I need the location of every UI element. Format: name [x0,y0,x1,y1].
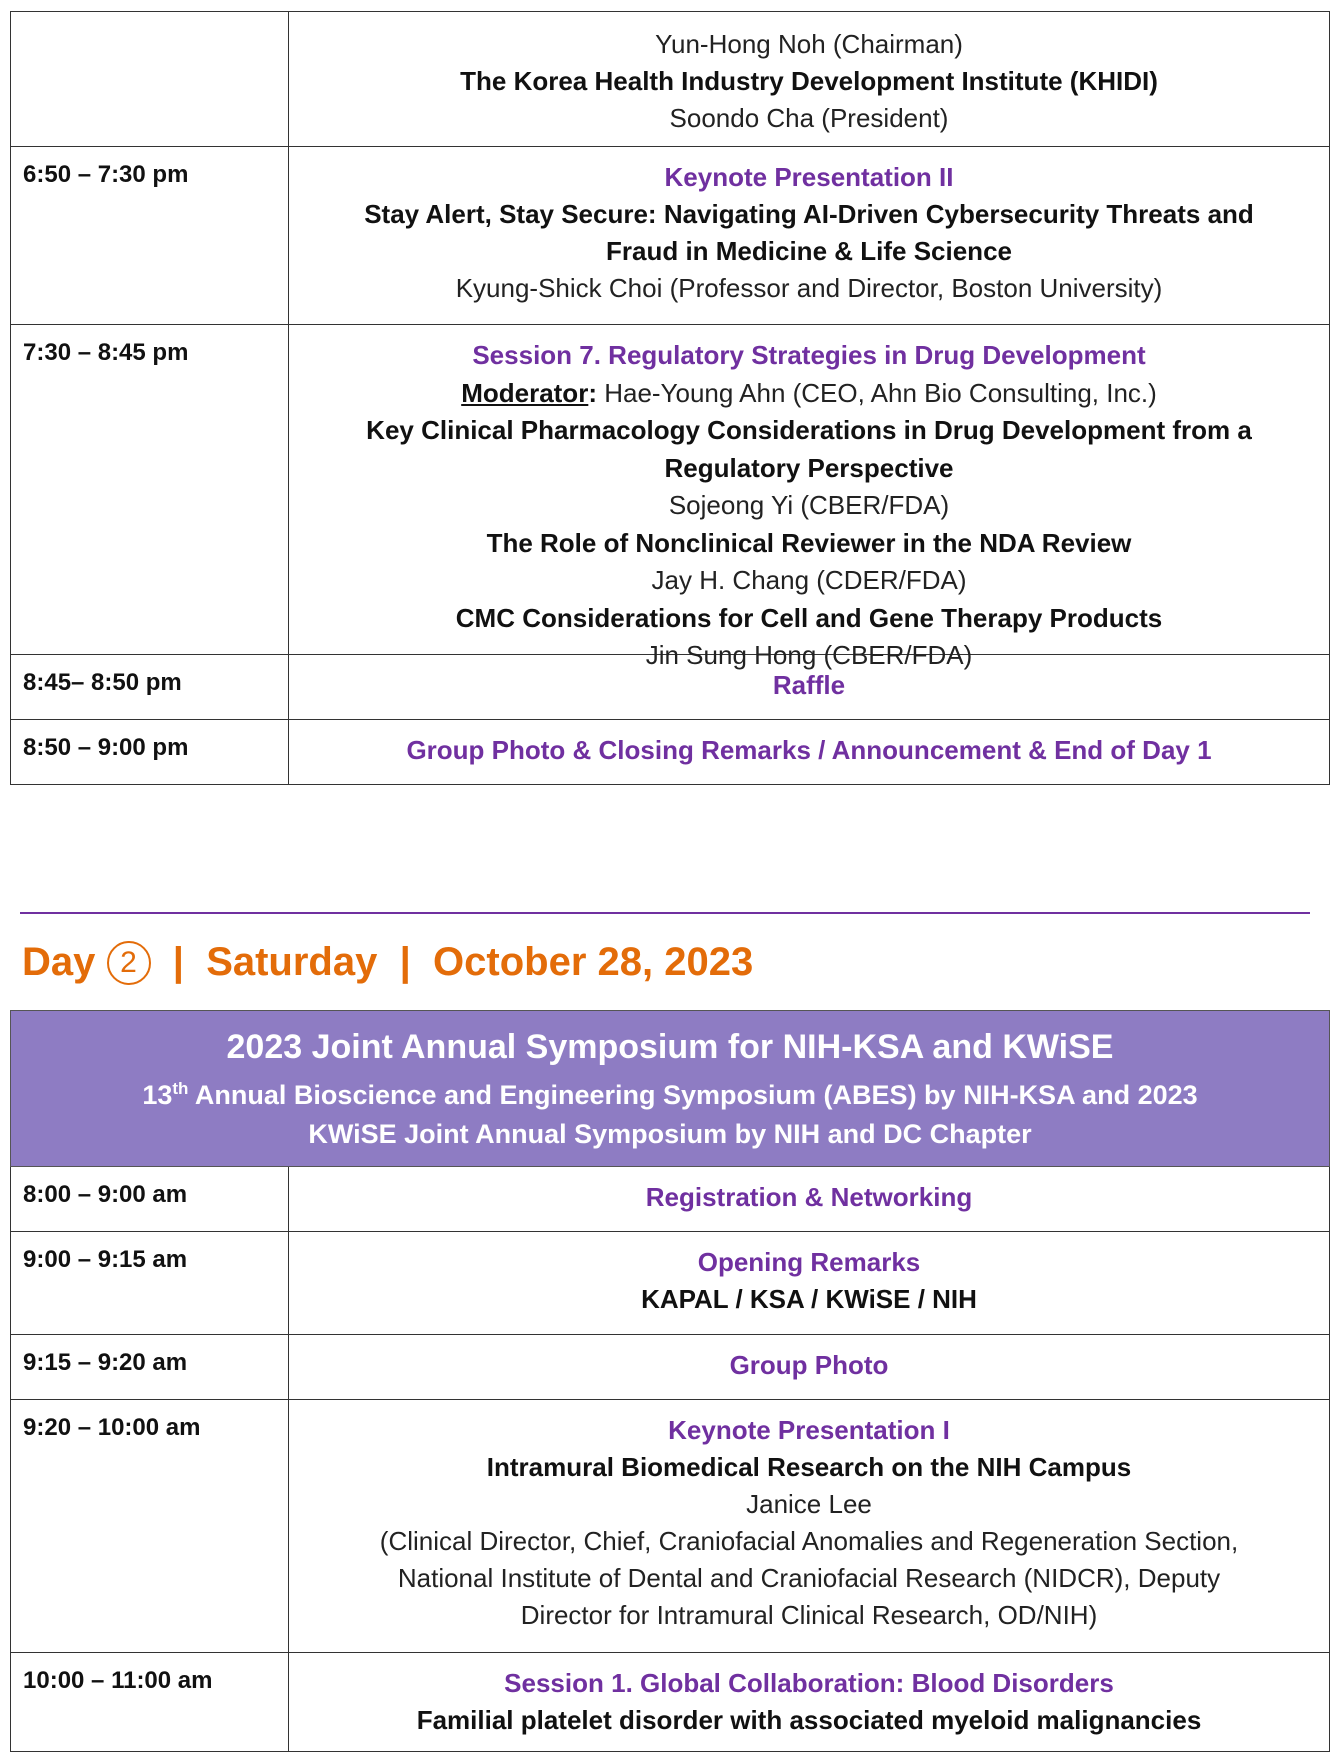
content-cell [289,720,1329,784]
schedule-row [10,1653,1330,1752]
schedule-row [10,655,1330,720]
time-cell: 8:50 – 9:00 pm [11,720,289,784]
schedule-row [10,1167,1330,1232]
schedule-row [10,1400,1330,1653]
talk-title: Intramural Biomedical Research on the NIH Campus [486,1452,1132,1482]
schedule-row [10,1335,1330,1400]
session-title: Session 1. Global Collaboration: Blood Disorders [504,1668,1114,1698]
heading-separator: | [399,940,411,984]
talk-title: CMC Considerations for Cell and Gene Therapy Products [455,602,1163,633]
banner-subtitle: 13th Annual Bioscience and Engineering Symposium (ABES) by NIH-KSA and 2023 [142,1079,1198,1110]
schedule-row [10,325,1330,670]
talk-title: Key Clinical Pharmacology Considerations in Drug Development from a [366,415,1252,445]
content-cell [289,1400,1329,1652]
chair-line: Yun-Hong Noh (Chairman) [655,29,963,59]
talk-title: Familial platelet disorder with associated myeloid malignancies [416,1705,1202,1735]
speaker: Janice Lee [746,1489,872,1519]
time-cell: 8:00 – 9:00 am [11,1167,289,1231]
time-cell: 9:20 – 10:00 am [11,1400,289,1652]
content-cell [289,1335,1329,1399]
content-cell [289,655,1329,719]
content-cell [289,1167,1329,1231]
time-cell: 8:45– 8:50 pm [11,655,289,719]
session-title: Group Photo [729,1350,889,1380]
session-title: Registration & Networking [645,1182,973,1212]
heading-separator: | [172,940,184,984]
speaker-affiliation: (Clinical Director, Chief, Craniofacial Anomalies and Regeneration Section, [379,1526,1239,1556]
session-title: Group Photo & Closing Remarks / Announcement & End of Day 1 [406,735,1212,765]
talk-title: The Role of Nonclinical Reviewer in the NDA Review [486,527,1132,558]
banner-title: 2023 Joint Annual Symposium for NIH-KSA and KWiSE [226,1028,1114,1066]
moderator-name: Hae-Young Ahn (CEO, Ahn Bio Consulting, Inc.) [604,377,1157,408]
speaker: Jay H. Chang (CDER/FDA) [651,565,967,595]
session-title: Session 7. Regulatory Strategies in Drug Development [472,340,1146,370]
schedule-row [10,1232,1330,1335]
president-line: Soondo Cha (President) [669,103,949,133]
time-cell: 9:15 – 9:20 am [11,1335,289,1399]
content-cell [289,325,1329,670]
time-cell: 9:00 – 9:15 am [11,1232,289,1334]
weekday: Saturday [206,940,378,984]
speaker-affiliation: National Institute of Dental and Craniofacial Research (NIDCR), Deputy [397,1563,1221,1593]
day-label: Day [22,940,96,984]
time-cell: 6:50 – 7:30 pm [11,147,289,324]
talk-title: Stay Alert, Stay Secure: Navigating AI-Driven Cybersecurity Threats and [364,199,1254,229]
time-cell: 7:30 – 8:45 pm [11,325,289,654]
talk-title-cont: Regulatory Perspective [664,452,954,483]
day2-schedule-table [10,1167,1330,1752]
day1-schedule-table [10,11,1330,785]
org-name: The Korea Health Industry Development Institute (KHIDI) [460,66,1158,96]
moderator-line: Moderator: Hae-Young Ahn (CEO, Ahn Bio Consulting, Inc.) [461,377,1157,408]
content-cell [289,1653,1329,1751]
speaker-affiliation: Director for Intramural Clinical Research, OD/NIH) [520,1600,1098,1630]
organizations: KAPAL / KSA / KWiSE / NIH [641,1284,977,1314]
speaker: Jin Sung Hong (CBER/FDA) [645,640,973,670]
content-cell [289,147,1329,324]
day-number-circle: 2 [107,941,151,985]
symposium-banner [10,1010,1330,1167]
talk-title-cont: Fraud in Medicine & Life Science [606,236,1012,266]
event-date: October 28, 2023 [433,940,754,984]
schedule-row [10,147,1330,325]
schedule-row [10,11,1330,147]
day2-heading [22,940,753,985]
schedule-row [10,720,1330,785]
session-title: Raffle [772,670,846,700]
content-cell [289,1232,1329,1334]
banner-subtitle-cont: KWiSE Joint Annual Symposium by NIH and DC Chapter [308,1119,1032,1149]
section-divider [20,912,1310,914]
speaker: Kyung-Shick Choi (Professor and Director, Boston University) [455,273,1163,303]
speaker: Sojeong Yi (CBER/FDA) [668,490,950,520]
session-title: Opening Remarks [697,1247,921,1277]
moderator-label: Moderator [461,377,589,408]
time-cell [11,12,289,146]
session-title: Keynote Presentation II [664,162,954,192]
session-title: Keynote Presentation I [668,1415,950,1445]
content-cell [289,12,1329,146]
time-cell: 10:00 – 11:00 am [11,1653,289,1751]
